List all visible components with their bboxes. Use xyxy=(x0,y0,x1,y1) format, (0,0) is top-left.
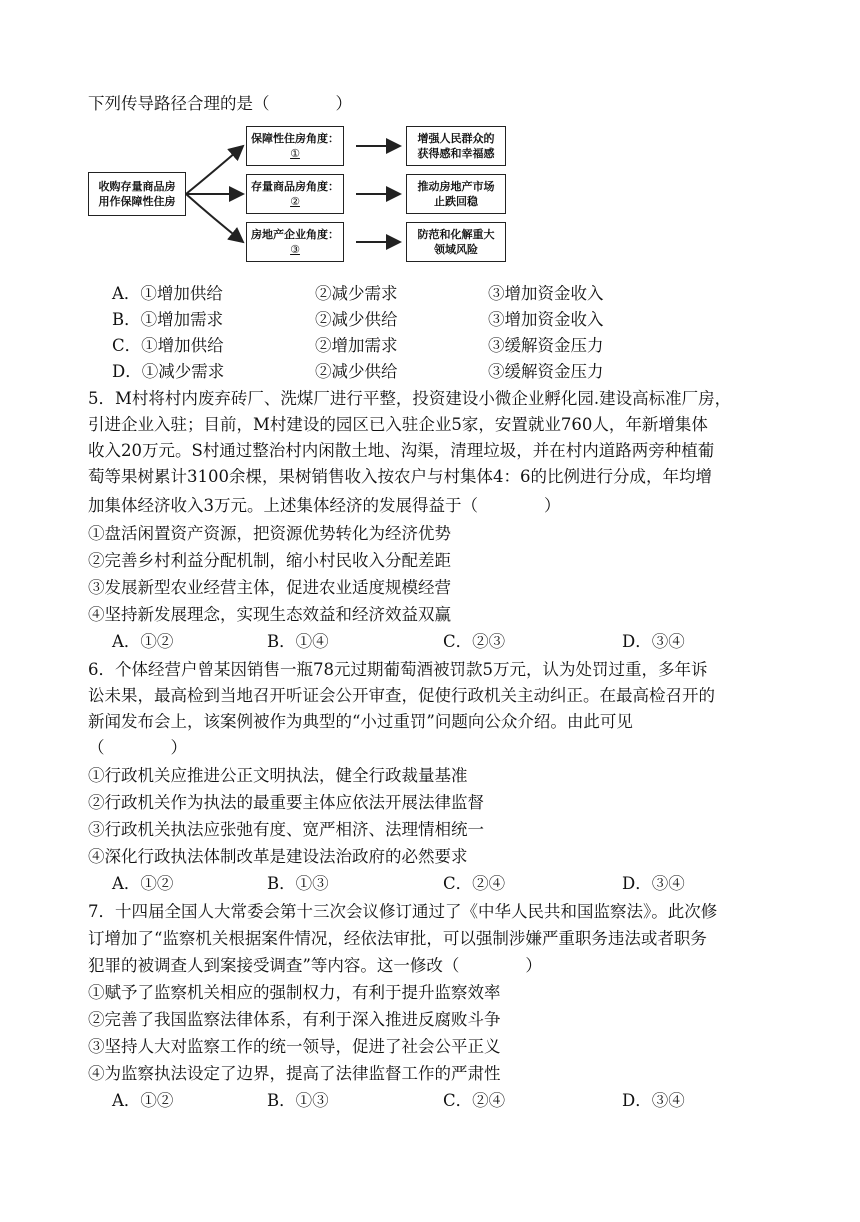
q6-item: ②行政机关作为执法的最重要主体应依法开展法律监督 xyxy=(88,793,484,812)
result-box-1 xyxy=(406,126,506,166)
q7-item: ④为监察执法设定了边界，提高了法律监督工作的严肃性 xyxy=(88,1064,501,1083)
q5-stem-line: 收入20万元。S村通过整治村内闲散土地、沟渠，清理垃圾，并在村内道路两旁种植葡 xyxy=(88,441,715,460)
q7-stem-line: 犯罪的被调查人到案接受调查”等内容。这一修改（ ） xyxy=(88,956,542,975)
q7-item: ②完善了我国监察法律体系，有利于深入推进反腐败斗争 xyxy=(88,1010,501,1029)
option-d-3: ③缓解资金压力 xyxy=(488,362,604,381)
middle-box-2 xyxy=(246,174,344,214)
q7-stem-line: 7．十四届全国人大常委会第十三次会议修订通过了《中华人民共和国监察法》。此次修 xyxy=(88,902,718,921)
option-a-3: ③增加资金收入 xyxy=(488,284,604,303)
result-line: 获得感和幸福感 xyxy=(417,147,495,160)
option-d-2: ②减少供给 xyxy=(315,362,398,381)
option-c-3: ③缓解资金压力 xyxy=(488,336,604,355)
q5-choice-b: B．①④ xyxy=(267,632,329,651)
blank-number: ① xyxy=(290,147,300,160)
q5-item: ②完善乡村利益分配机制，缩小村民收入分配差距 xyxy=(88,551,451,570)
q5-choice-d: D．③④ xyxy=(622,632,685,651)
middle-box-3 xyxy=(246,222,344,262)
q6-item: ③行政机关执法应张弛有度、宽严相济、法理情相统一 xyxy=(88,820,484,839)
q5-item: ①盘活闲置资产资源，把资源优势转化为经济优势 xyxy=(88,524,451,543)
option-c-2: ②增加需求 xyxy=(315,336,398,355)
option-b-3: ③增加资金收入 xyxy=(488,310,604,329)
source-box xyxy=(88,172,186,216)
source-line-2: 用作保障性住房 xyxy=(98,195,176,208)
q6-choice-c: C．②④ xyxy=(443,874,506,893)
q5-choice-a: A．①② xyxy=(112,632,174,651)
option-a-1: A．①增加供给 xyxy=(112,284,223,303)
result-line: 增强人民群众的 xyxy=(417,132,495,145)
q6-stem-line: 讼未果，最高检到当地召开听证会公开审查，促使行政机关主动纠正。在最高检召开的 xyxy=(88,686,715,705)
q6-choice-d: D．③④ xyxy=(622,874,685,893)
q6-choice-a: A．①② xyxy=(112,874,174,893)
blank-number: ② xyxy=(290,195,300,208)
option-c-1: C．①增加供给 xyxy=(112,336,224,355)
q7-stem-line: 订增加了“监察机关根据案件情况，经依法审批，可以强制涉嫌严重职务违法或者职务 xyxy=(88,929,707,948)
option-d-1: D．①减少需求 xyxy=(112,362,225,381)
result-box-2 xyxy=(406,174,506,214)
q6-choice-b: B．①③ xyxy=(267,874,329,893)
q5-stem-line: 萄等果树累计3100余棵，果树销售收入按农户与村集体4：6的比例进行分成，年均增 xyxy=(88,467,712,486)
q7-choice-b: B．①③ xyxy=(267,1091,329,1110)
middle-title: 存量商品房角度： xyxy=(251,180,339,193)
q5-stem-line: 加集体经济收入3万元。上述集体经济的发展得益于（ ） xyxy=(88,496,561,515)
option-a-2: ②减少需求 xyxy=(315,284,398,303)
option-b-1: B．①增加需求 xyxy=(112,310,224,329)
result-line: 止跌回稳 xyxy=(434,195,478,208)
q6-stem-line: 新闻发布会上，该案例被作为典型的“小过重罚”问题向公众介绍。由此可见 xyxy=(88,712,633,731)
result-line: 领域风险 xyxy=(434,243,478,256)
middle-box-1 xyxy=(246,126,344,166)
q5-item: ③发展新型农业经营主体，促进农业适度规模经营 xyxy=(88,578,451,597)
q4-intro: 下列传导路径合理的是（ ） xyxy=(88,94,352,113)
q7-choice-c: C．②④ xyxy=(443,1091,506,1110)
blank-number: ③ xyxy=(290,243,300,256)
q6-item: ①行政机关应推进公正文明执法，健全行政裁量基准 xyxy=(88,766,468,785)
q5-stem-line: 引进企业入驻；目前，M村建设的园区已入驻企业5家，安置就业760人，年新增集体 xyxy=(88,415,708,434)
middle-title: 房地产企业角度： xyxy=(251,228,339,241)
q5-choice-c: C．②③ xyxy=(443,632,506,651)
q5-item: ④坚持新发展理念，实现生态效益和经济效益双赢 xyxy=(88,605,451,624)
q7-choice-a: A．①② xyxy=(112,1091,174,1110)
result-line: 防范和化解重大 xyxy=(417,228,495,241)
transmission-diagram xyxy=(88,122,508,272)
q6-stem-line: 6．个体经营户曾某因销售一瓶78元过期葡萄酒被罚款5万元，认为处罚过重，多年诉 xyxy=(88,660,708,679)
q6-item: ④深化行政执法体制改革是建设法治政府的必然要求 xyxy=(88,847,468,866)
q7-choice-d: D．③④ xyxy=(622,1091,685,1110)
q7-item: ③坚持人大对监察工作的统一领导，促进了社会公平正义 xyxy=(88,1037,501,1056)
q6-stem-line: （ ） xyxy=(88,738,187,757)
source-line-1: 收购存量商品房 xyxy=(98,180,176,193)
option-b-2: ②减少供给 xyxy=(315,310,398,329)
q5-stem-line: 5．M村将村内废弃砖厂、洗煤厂进行平整，投资建设小微企业孵化园.建设高标准厂房， xyxy=(88,389,732,408)
result-line: 推动房地产市场 xyxy=(417,180,495,193)
middle-title: 保障性住房角度： xyxy=(251,132,339,145)
result-box-3 xyxy=(406,222,506,262)
q7-item: ①赋予了监察机关相应的强制权力，有利于提升监察效率 xyxy=(88,983,501,1002)
